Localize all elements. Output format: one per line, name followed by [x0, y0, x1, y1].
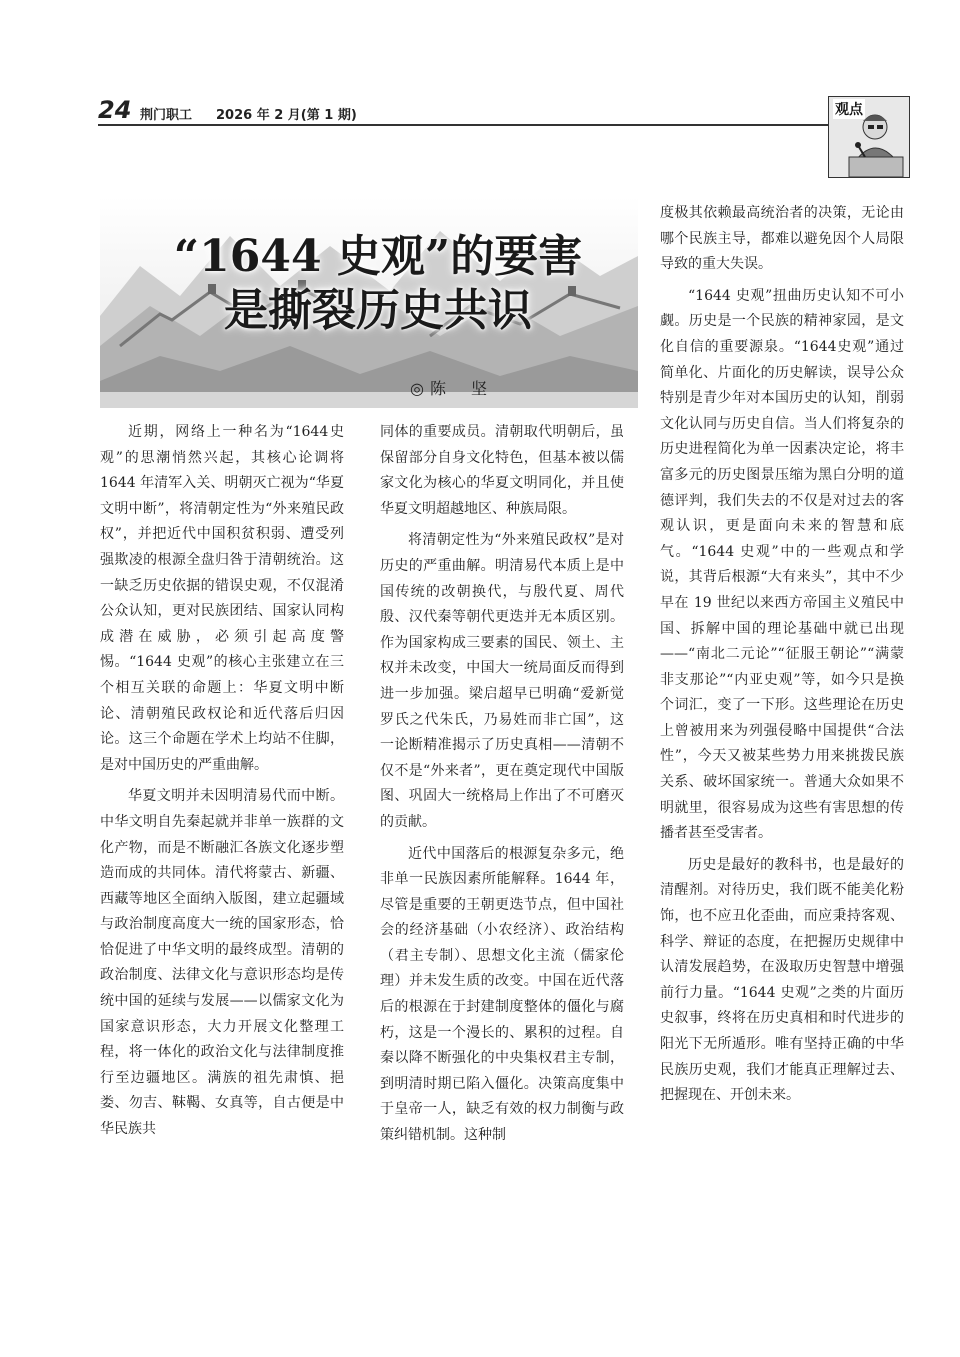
text-column-1 [100, 420, 344, 1149]
paragraph: “1644 史观”扭曲历史认知不可小觑。历史是一个民族的精神家园，是文化自信的重要源泉。“1644史观”通过简单化、片面化的历史解读，误导公众特别是青少年对本国历史的认知，削弱文化认同与历史自信。当人们将复杂的历史进程简化为单一因素决定论，将丰富多元的历史图景压缩为黑白分明的道德评判，我们失去的不仅是对过去的客观认识，更是面向未来的智慧和底气。“1644 史观”中的一些观点和学说，其背后根源“大有来头”，其中不少早在 19 世纪以来西方帝国主义殖民中国、拆解中国的理论基础中就已出现——“南北二元论”“征服王朝论”“满蒙非支那论”“内亚史观”等，如今只是换个词汇，变了一下形。这些理论在历史上曾被用来为列强侵略中国提供“合法性”，今天又被某些势力用来挑拨民族关系、破坏国家统一。普通大众如果不明就里，很容易成为这些有害思想的传播者甚至受害者。 [660, 287, 904, 842]
page-number: 24 [98, 96, 132, 124]
title-line-1: “1644 史观”的要害 [173, 231, 583, 282]
paragraph: 近代中国落后的根源复杂多元，绝非单一民族因素所能解释。1644 年，尽管是重要的王朝更迭节点，但中国社会的经济基础（小农经济）、政治结构（君主专制）、思想文化主流（儒家伦理）并未发生质的改变。中国在近代落后的根源在于封建制度整体的僵化与腐朽，这是一个漫长的、累积的过程。自秦以降不断强化的中央集权君主专制，到明清时期已陷入僵化。决策高度集中于皇帝一人，缺乏有效的权力制衡与政策纠错机制。这种制 [380, 845, 624, 1144]
paragraph: 同体的重要成员。清朝取代明朝后，虽保留部分自身文化特色，但基本被以儒家文化为核心的华夏文明同化，并且使华夏文明超越地区、种族局限。 [380, 424, 624, 517]
section-label: 观点 [833, 99, 865, 119]
title-line-2: 是撕裂历史共识 [224, 285, 532, 336]
paragraph: 度极其依赖最高统治者的决策，无论由哪个民族主导，都难以避免因个人局限导致的重大失误。 [660, 205, 904, 273]
magazine-name: 荆门职工 [140, 108, 193, 123]
article-title [108, 230, 638, 338]
paragraph: 华夏文明并未因明清易代而中断。中华文明自先秦起就并非单一族群的文化产物，而是不断融汇各族文化逐步塑造而成的共同体。清代将蒙古、新疆、西藏等地区全面纳入版图，建立起疆域与政治制度高度大一统的国家形态，恰恰促进了中华文明的最终成型。清朝的政治制度、法律文化与意识形态均是传统中国的延续与发展——以儒家文化为国家意识形态，大力开展文化整理工程，将一体化的政治文化与法律制度推行至边疆地区。满族的祖先肃慎、挹娄、勿吉、靺鞨、女真等，自古便是中华民族共 [100, 788, 344, 1138]
section-badge [828, 96, 910, 178]
author-mark: ◎ [410, 379, 424, 398]
paragraph: 将清朝定性为“外来殖民政权”是对历史的严重曲解。明清易代本质上是中国传统的改朝换代，与殷代夏、周代殷、汉代秦等朝代更迭并无本质区别。作为国家构成三要素的国民、领土、主权并未改变，中国大一统局面反而得到进一步加强。梁启超早已明确“爱新觉罗氏之代朱氏，乃易姓而非亡国”，这一论断精准揭示了历史真相——清朝不仅不是“外来者”，更在奠定现代中国版图、巩固大一统格局上作出了不可磨灭的贡献。 [380, 532, 624, 830]
text-column-3 [660, 201, 904, 1115]
paragraph: 历史是最好的教科书，也是最好的清醒剂。对待历史，我们既不能美化粉饰，也不应丑化歪曲，而应秉持客观、科学、辩证的态度，在把握历史规律中认清发展趋势，在汲取历史智慧中增强前行力量。“1644 史观”之类的片面历史叙事，终将在历史真相和时代进步的阳光下无所遁形。唯有坚持正确的中华民族历史观，我们才能真正理解过去、把握现在、开创未来。 [660, 856, 904, 1104]
author-name: 陈 坚 [429, 379, 498, 398]
byline [410, 376, 497, 399]
text-column-2 [380, 420, 624, 1155]
title-banner [100, 196, 638, 408]
header-rule [98, 124, 828, 126]
issue-date: 2026 年 2 月(第 1 期) [216, 108, 357, 123]
paragraph: 近期，网络上一种名为“1644史观”的思潮悄然兴起，其核心论调将 1644 年清军入关、明朝灭亡视为“华夏文明中断”，将清朝定性为“外来殖民政权”，并把近代中国积贫积弱、遭受列强欺凌的根源全盘归咎于清朝统治。这一缺乏历史依据的错误史观，不仅混淆公众认知，更对民族团结、国家认同构成潜在威胁，必须引起高度警惕。“1644 史观”的核心主张建立在三个相互关联的命题上：华夏文明中断论、清朝殖民政权论和近代落后归因论。这三个命题在学术上均站不住脚，是对中国历史的严重曲解。 [100, 424, 344, 773]
